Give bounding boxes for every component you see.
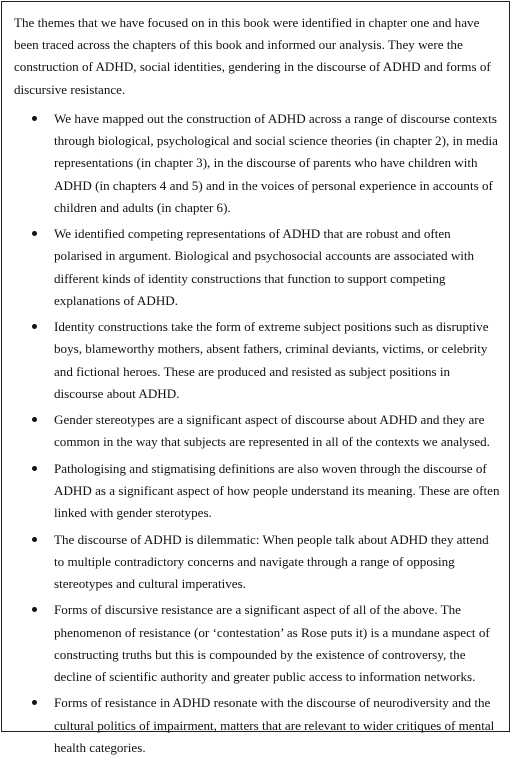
bullet-text: We identified competing representations of ADHD that are robust and often polarised in argument. Biological and psychosocial accounts are associated with different kinds of identity constructions that function to support competing explanations of ADHD. xyxy=(54,226,475,308)
list-item xyxy=(14,223,500,312)
list-item xyxy=(14,692,500,759)
list-item xyxy=(14,599,500,688)
list-item xyxy=(14,316,500,405)
bullet-text: Gender stereotypes are a significant aspect of discourse about ADHD and they are common in the way that subjects are represented in all of the contexts we analysed. xyxy=(54,412,490,450)
bullet-text: Pathologising and stigmatising definitions are also woven through the discourse of ADHD as a significant aspect of how people understand its meaning. These are often linked with gender sterotypes. xyxy=(54,460,500,521)
bullet-point-icon xyxy=(32,466,37,471)
bullet-text: The discourse of ADHD is dilemmatic: When people talk about ADHD they attend to multiple contradictory concerns and navigate through a range of opposing stereotypes and cultural imperatives. xyxy=(54,531,489,591)
bullet-list xyxy=(14,108,500,763)
bullet-point-icon xyxy=(32,607,37,612)
list-item xyxy=(14,458,500,525)
list-item xyxy=(14,409,500,453)
bullet-point-icon xyxy=(32,324,37,329)
bullet-point-icon xyxy=(32,537,37,542)
bullet-text: Identity constructions take the form of extreme subject positions such as disruptive boys, blameworthy mothers, absent fathers, criminal deviants, victims, or celebrity and fictional heroes. These are produced and resisted as subject positions in discourse about ADHD. xyxy=(54,319,489,401)
intro-paragraph: The themes that we have focused on in this book were identified in chapter one and have been traced across the chapters of this book and informed our analysis. They were the construction of ADHD, social identities, gendering in the discourse of ADHD and forms of discursive resistance. xyxy=(14,15,491,97)
bullet-point-icon xyxy=(32,116,37,121)
bullet-point-icon xyxy=(32,700,37,705)
bullet-point-icon xyxy=(32,417,37,422)
bullet-text: Forms of discursive resistance are a significant aspect of all of the above. The phenomenon of resistance (or ‘contestation’ as Rose puts it) is a mundane aspect of constructing truths but this is compounded by the existence of controversy, the decline of scientific authority and greater public access to information networks. xyxy=(54,602,490,684)
bullet-text: Forms of resistance in ADHD resonate with the discourse of neurodiversity and the cultural politics of impairment, matters that are relevant to wider critiques of mental health categories. xyxy=(54,695,495,755)
list-item xyxy=(14,108,500,219)
bullet-point-icon xyxy=(32,231,37,236)
list-item xyxy=(14,529,500,596)
bullet-text: We have mapped out the construction of ADHD across a range of discourse contexts through biological, psychological and social science theories (in chapter 2), in media representations (in chapter 3), in the discourse of parents who have children with ADHD (in chapters 4 and 5) and in the voices of personal experience in accounts of children and adults (in chapter 6). xyxy=(54,111,498,215)
